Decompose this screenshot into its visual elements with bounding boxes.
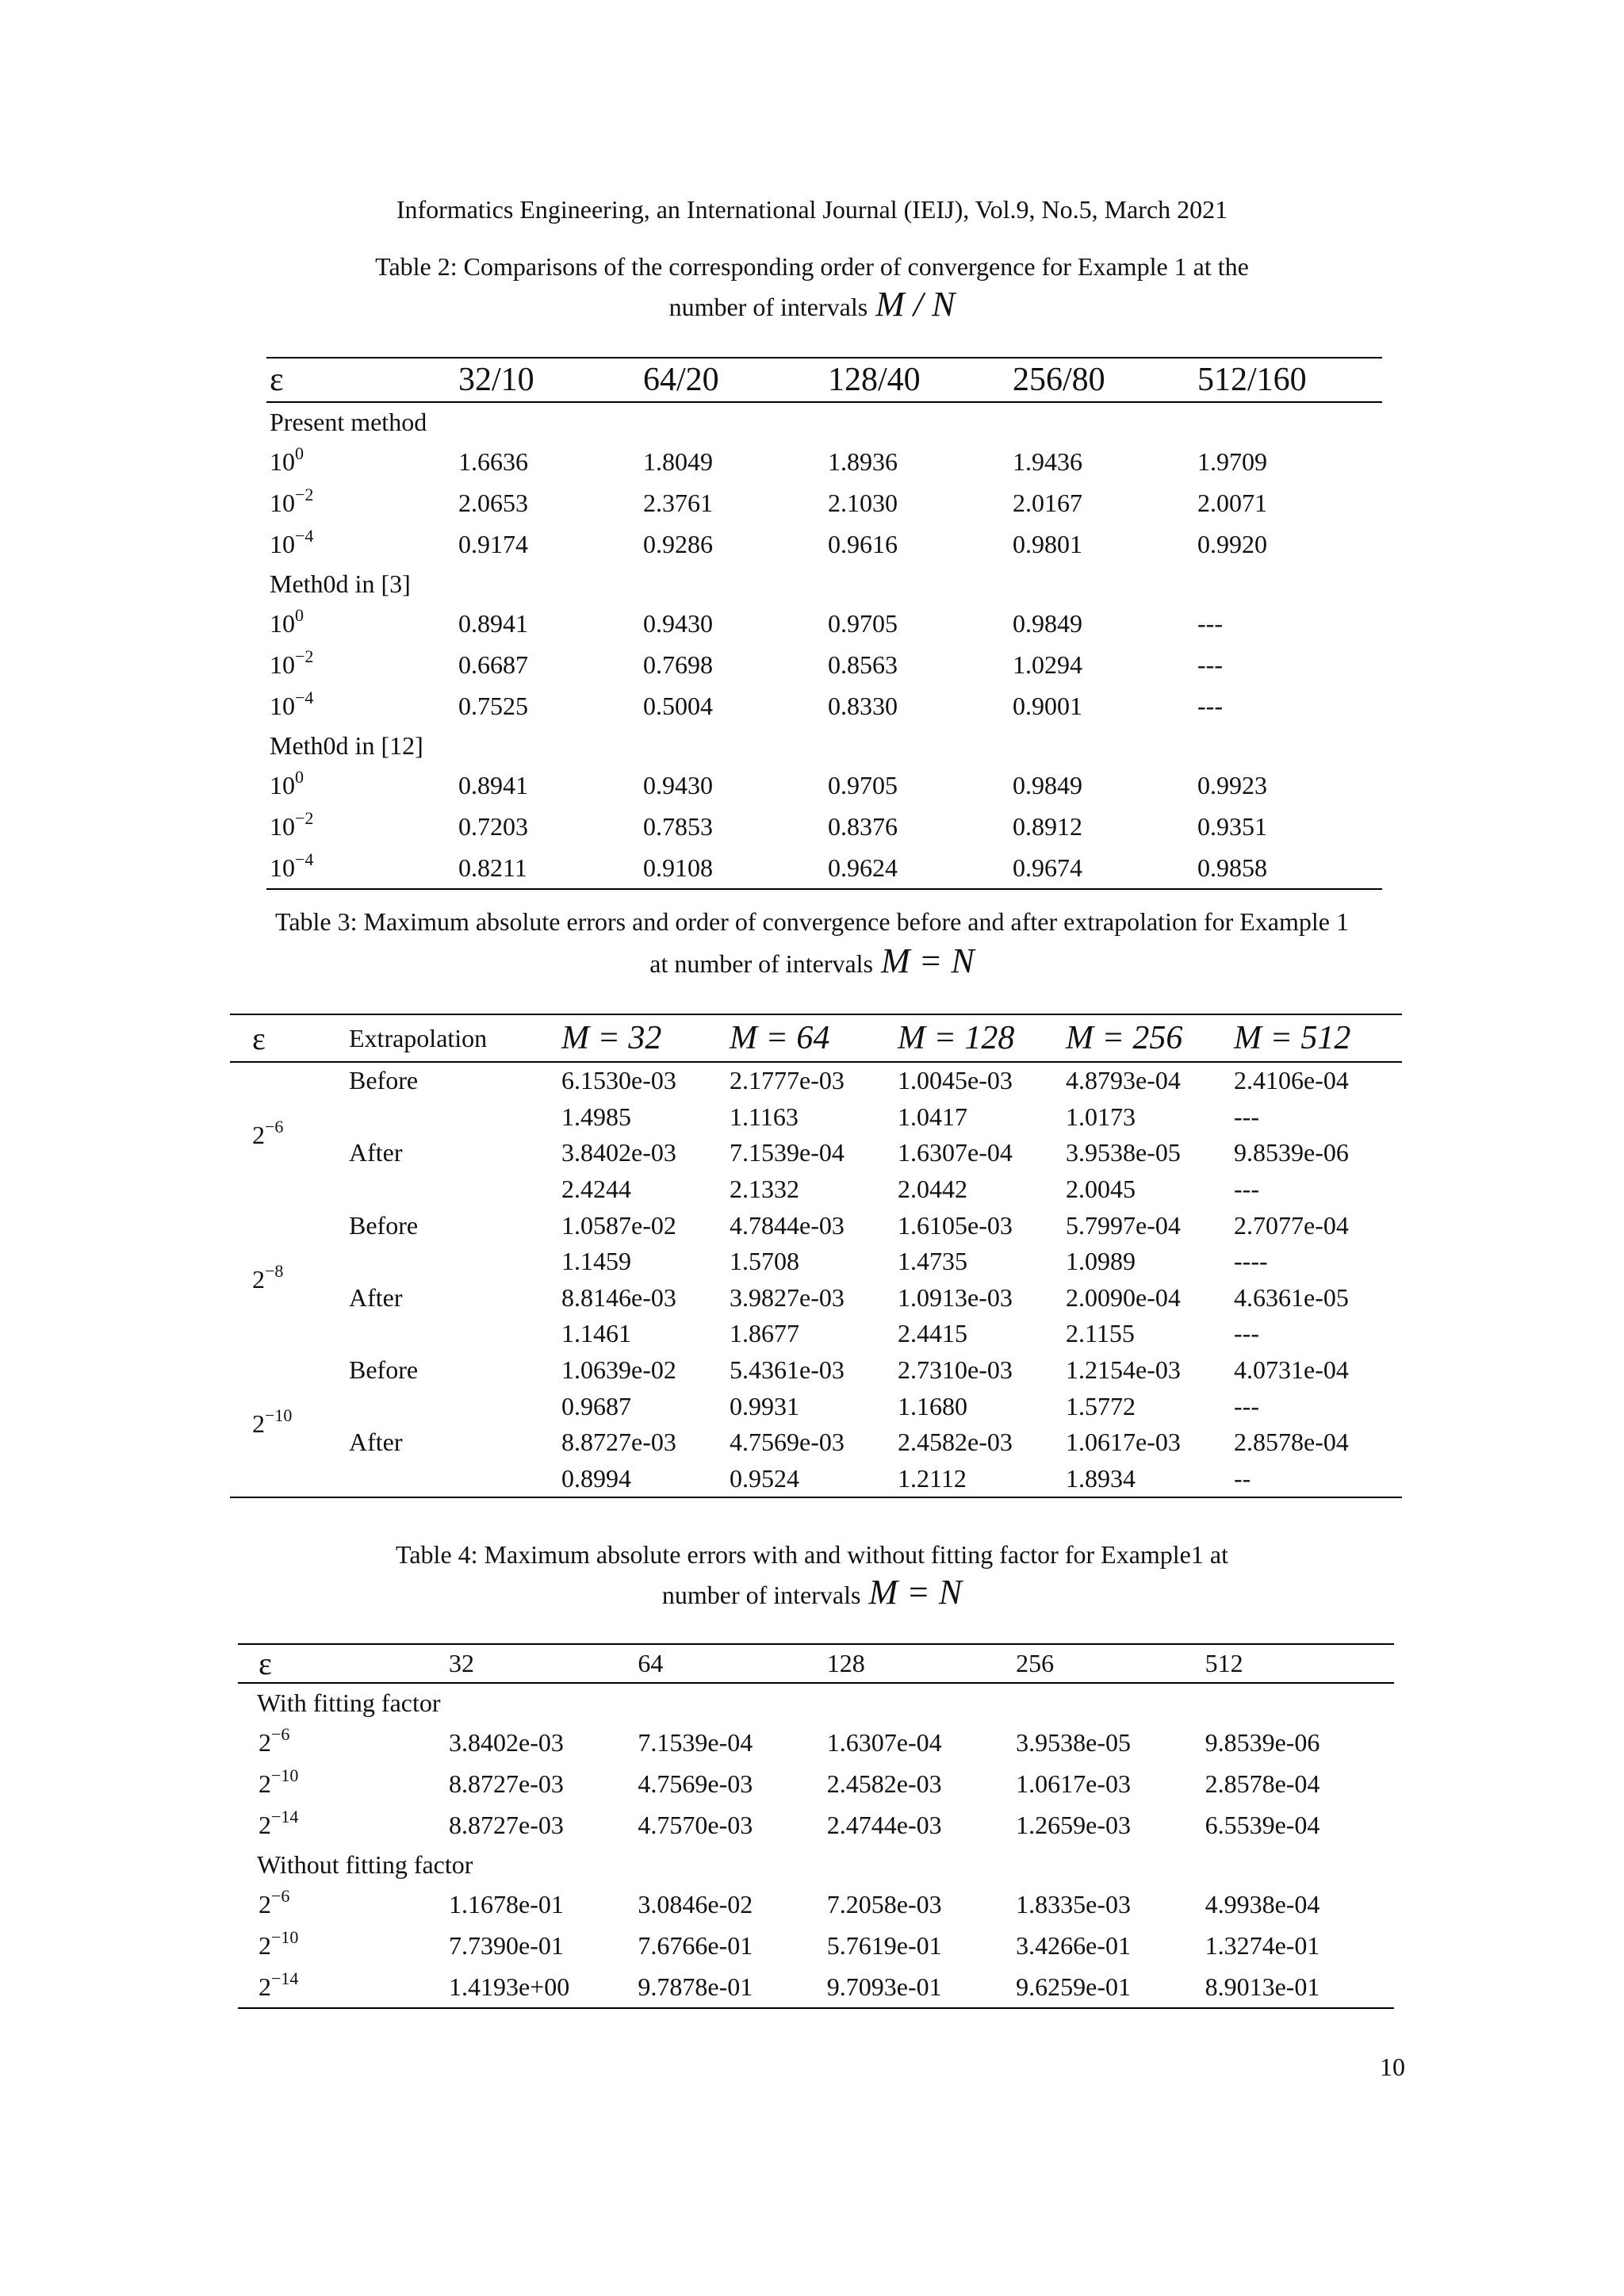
power-base: 2 (259, 1889, 271, 1918)
table2-cell: --- (1197, 691, 1223, 720)
table4-cell: 9.7093e-01 (826, 1972, 942, 2001)
table2-cell: 0.9286 (643, 529, 713, 558)
table2-cell: 2.3761 (643, 488, 713, 517)
table4-cell: 1.6307e-04 (826, 1727, 942, 1757)
table3-cell: 1.1459 (561, 1247, 631, 1276)
power-exponent: −6 (271, 1723, 290, 1744)
table2-cell: 0.8211 (458, 853, 527, 882)
table3-cell: --- (1234, 1175, 1259, 1204)
power-exponent: −6 (265, 1116, 284, 1137)
table3-cell: 6.1530e-03 (561, 1066, 676, 1095)
table3-cell: 1.8677 (730, 1319, 799, 1348)
table2-group-label: Meth0d in [3] (270, 569, 411, 598)
table4-cell: 8.8727e-03 (449, 1769, 564, 1798)
power-exponent: −4 (295, 849, 314, 869)
table3-epsilon-cell (230, 1352, 349, 1497)
table3-cell: 0.9524 (730, 1463, 799, 1493)
table3-row (230, 1207, 1402, 1244)
table2-cell: 0.7698 (643, 650, 713, 679)
table2-cell: 0.9923 (1197, 770, 1267, 799)
table4-cell: 1.4193e+00 (449, 1972, 570, 2001)
table2-cell: 0.9351 (1197, 811, 1267, 841)
table3-cell: 1.6105e-03 (898, 1210, 1013, 1240)
power-base: 10 (270, 811, 295, 841)
table4-cell: 3.9538e-05 (1016, 1727, 1132, 1757)
table2-group-label: Meth0d in [12] (270, 730, 423, 760)
table3-cell: 2.4106e-04 (1234, 1066, 1349, 1095)
table3-cell: 2.4582e-03 (898, 1428, 1013, 1457)
table4-row (238, 1966, 1394, 2008)
power-base: 10 (270, 853, 295, 882)
table3-cell: 1.0173 (1066, 1102, 1136, 1131)
table3-row (230, 1135, 1402, 1171)
table4-row (238, 1722, 1394, 1763)
table2-epsilon-cell (266, 685, 458, 726)
table3-row (230, 1280, 1402, 1317)
table2-cell: 0.7203 (458, 811, 528, 841)
table2-group-row (266, 726, 1382, 765)
table3-row (230, 1062, 1402, 1099)
table4-cell: 1.1678e-01 (449, 1889, 564, 1918)
table4-cell: 1.8335e-03 (1016, 1889, 1132, 1918)
table3-cell: 8.8727e-03 (561, 1428, 676, 1457)
table4-group-row (238, 1846, 1394, 1884)
table2 (266, 357, 1382, 890)
table2-cell: 0.9616 (828, 529, 898, 558)
table4-cell: 3.4266e-01 (1016, 1930, 1132, 1960)
table2-cell: 0.9624 (828, 853, 898, 882)
table3-header-cell: M = 512 (1234, 1014, 1402, 1062)
table4-header-cell: 512 (1205, 1644, 1394, 1683)
table2-epsilon-cell (266, 441, 458, 482)
table3-extrapolation-label: Before (349, 1355, 419, 1385)
table4-cell: 7.6766e-01 (638, 1930, 753, 1960)
table3-cell: 2.0045 (1066, 1175, 1136, 1204)
table4 (238, 1643, 1394, 2009)
table4-row (238, 1884, 1394, 1925)
table2-row (266, 523, 1382, 565)
table3-cell: 9.8539e-06 (1234, 1138, 1349, 1167)
running-header: Informatics Engineering, an International Journal (IEIJ), Vol.9, No.5, March 2021 (396, 195, 1228, 224)
table4-epsilon-cell (238, 1966, 449, 2008)
table2-row (266, 603, 1382, 644)
power-base: 10 (270, 529, 295, 558)
table3-cell: 2.1155 (1066, 1319, 1135, 1348)
table2-cell: --- (1197, 608, 1223, 638)
table3-cell: 1.0417 (898, 1102, 967, 1131)
power-base: 2 (259, 1727, 271, 1757)
table3-cell: 1.4985 (561, 1102, 631, 1131)
power-exponent: −4 (295, 525, 314, 546)
table3-row (230, 1099, 1402, 1136)
power-exponent: −10 (271, 1926, 299, 1947)
table3-extrapolation-label (349, 1461, 561, 1498)
table3-cell: 4.8793e-04 (1066, 1066, 1181, 1095)
table3-extrapolation-label (349, 1244, 561, 1280)
table3-cell: 0.9931 (730, 1391, 799, 1420)
table4-cell: 4.7569e-03 (638, 1769, 753, 1798)
table2-cell: 0.9108 (643, 853, 713, 882)
table2-row (266, 644, 1382, 685)
table2-cell: 1.0294 (1013, 650, 1082, 679)
table3-cell: ---- (1234, 1247, 1268, 1276)
table3-extrapolation-label (349, 1388, 561, 1424)
table2-group-row (266, 402, 1382, 441)
table3-row (230, 1388, 1402, 1424)
power-exponent: −2 (295, 646, 314, 666)
table2-cell: 0.9858 (1197, 853, 1267, 882)
table3-cell: 4.7569e-03 (730, 1428, 845, 1457)
table2-epsilon-cell (266, 847, 458, 889)
table3-caption-line2 (0, 939, 1624, 986)
table2-cell: 0.8941 (458, 770, 528, 799)
table3-cell: 1.5708 (730, 1247, 799, 1276)
table3-cell: 7.1539e-04 (730, 1138, 845, 1167)
table4-row (238, 1804, 1394, 1846)
power-exponent: −8 (265, 1261, 284, 1282)
table3-cell: 8.8146e-03 (561, 1282, 676, 1312)
table3-cell: 0.8994 (561, 1463, 631, 1493)
table3-cell: 1.0639e-02 (561, 1355, 676, 1385)
table2-cell: 0.8376 (828, 811, 898, 841)
table3-cell: 2.7310e-03 (898, 1355, 1013, 1385)
table4-cell: 9.8539e-06 (1205, 1727, 1320, 1757)
table2-row (266, 765, 1382, 806)
table2-row (266, 685, 1382, 726)
table2-header-cell: 64/20 (643, 358, 828, 402)
power-exponent: −14 (271, 1806, 299, 1826)
table4-caption-line1: Table 4: Maximum absolute errors with and without fitting factor for Example1 at (396, 1540, 1228, 1569)
table3-epsilon-cell (230, 1062, 349, 1207)
table4-epsilon-cell (238, 1925, 449, 1966)
table3-cell: 3.8402e-03 (561, 1138, 676, 1167)
power-base: 2 (259, 1810, 271, 1839)
table2-body (266, 402, 1382, 889)
table2-cell: 1.6636 (458, 447, 528, 476)
table3-row (230, 1352, 1402, 1389)
table4-cell: 2.4744e-03 (826, 1810, 942, 1839)
power-base: 10 (270, 650, 295, 679)
power-base: 2 (252, 1409, 265, 1439)
table2-row (266, 806, 1382, 847)
table3-cell: 3.9827e-03 (730, 1282, 845, 1312)
table3-cell: 1.6307e-04 (898, 1138, 1013, 1167)
table3-cell: 2.0090e-04 (1066, 1282, 1181, 1312)
table2-header-row (266, 358, 1382, 402)
table2-cell: 0.9674 (1013, 853, 1082, 882)
table4-cell: 8.8727e-03 (449, 1810, 564, 1839)
table3-cell: 1.1461 (561, 1319, 631, 1348)
table2-group-label: Present method (270, 407, 427, 436)
table3-caption-math: M = N (880, 941, 975, 980)
table2-caption-math: M / N (875, 285, 956, 324)
power-exponent: 0 (295, 443, 304, 463)
table3-header-row (230, 1014, 1402, 1062)
table3-cell: 1.0045e-03 (898, 1066, 1013, 1095)
power-base: 10 (270, 608, 295, 638)
power-exponent: −4 (295, 687, 314, 707)
table3-extrapolation-label: Before (349, 1210, 419, 1240)
table2-epsilon-cell (266, 603, 458, 644)
table4-cell: 9.7878e-01 (638, 1972, 753, 2001)
table2-header-cell: 128/40 (828, 358, 1013, 402)
table3-row (230, 1424, 1402, 1461)
table2-header-cell: ε (266, 358, 458, 402)
table2-epsilon-cell (266, 765, 458, 806)
table2-cell: 0.9849 (1013, 608, 1082, 638)
table2-epsilon-cell (266, 482, 458, 523)
table3-row (230, 1244, 1402, 1280)
table4-cell: 6.5539e-04 (1205, 1810, 1320, 1839)
table3-cell: 2.1332 (730, 1175, 799, 1204)
table2-cell: 0.8563 (828, 650, 898, 679)
table2-cell: 0.7525 (458, 691, 528, 720)
power-exponent: −10 (265, 1405, 293, 1426)
power-base: 2 (252, 1265, 265, 1294)
table3-cell: --- (1234, 1102, 1259, 1131)
table2-cell: 2.1030 (828, 488, 898, 517)
table4-header-cell: 64 (638, 1644, 826, 1683)
table2-cell: 0.9174 (458, 529, 528, 558)
table2-caption-line1: Table 2: Comparisons of the corresponding order of convergence for Example 1 at the (375, 252, 1249, 281)
power-base: 2 (259, 1930, 271, 1960)
table4-body (238, 1683, 1394, 2008)
table2-cell: 0.8912 (1013, 811, 1082, 841)
table3-cell: 1.0989 (1066, 1247, 1136, 1276)
table3-cell: 1.0587e-02 (561, 1210, 676, 1240)
table3-cell: 2.0442 (898, 1175, 967, 1204)
power-exponent: 0 (295, 766, 304, 787)
table3-extrapolation-label (349, 1316, 561, 1352)
power-base: 10 (270, 691, 295, 720)
table3-header-cell: M = 32 (561, 1014, 730, 1062)
table2-cell: --- (1197, 650, 1223, 679)
table3-cell: 1.4735 (898, 1247, 967, 1276)
table3-cell: 2.7077e-04 (1234, 1210, 1349, 1240)
table3-header-cell: ε (230, 1014, 349, 1062)
table2-cell: 1.9436 (1013, 447, 1082, 476)
table3-cell: 1.1680 (898, 1391, 967, 1420)
table2-row (266, 441, 1382, 482)
table3-cell: -- (1234, 1463, 1251, 1493)
table4-cell: 2.8578e-04 (1205, 1769, 1320, 1798)
table2-cell: 1.8936 (828, 447, 898, 476)
power-base: 10 (270, 770, 295, 799)
table2-epsilon-cell (266, 523, 458, 565)
table2-row (266, 482, 1382, 523)
page-number: 10 (1380, 2053, 1405, 2081)
table3-cell: 4.7844e-03 (730, 1210, 845, 1240)
table2-cell: 0.8330 (828, 691, 898, 720)
table2-cell: 0.7853 (643, 811, 713, 841)
power-base: 10 (270, 488, 295, 517)
power-base: 10 (270, 447, 295, 476)
table2-header-cell: 32/10 (458, 358, 643, 402)
table4-cell: 7.2058e-03 (826, 1889, 942, 1918)
table3-cell: 1.0617e-03 (1066, 1428, 1181, 1457)
table3-cell: 2.4244 (561, 1175, 631, 1204)
table3-cell: 4.0731e-04 (1234, 1355, 1349, 1385)
table2-cell: 0.9705 (828, 770, 898, 799)
table4-cell: 1.2659e-03 (1016, 1810, 1132, 1839)
table3-row (230, 1316, 1402, 1352)
table2-header-cell: 256/80 (1013, 358, 1197, 402)
table2-epsilon-cell (266, 806, 458, 847)
power-base: 2 (259, 1972, 271, 2001)
table4-cell: 5.7619e-01 (826, 1930, 942, 1960)
table2-cell: 0.9430 (643, 770, 713, 799)
power-exponent: −14 (271, 1968, 299, 1988)
power-exponent: −10 (271, 1765, 299, 1785)
table2-epsilon-cell (266, 644, 458, 685)
table2-caption-text: number of intervals (668, 293, 868, 321)
table4-group-row (238, 1683, 1394, 1722)
table2-cell: 0.5004 (643, 691, 713, 720)
table4-epsilon-cell (238, 1804, 449, 1846)
table4-header-cell: 128 (827, 1644, 1016, 1683)
table2-cell: 0.9801 (1013, 529, 1082, 558)
table3-extrapolation-label: After (349, 1428, 403, 1457)
table4-caption-text: number of intervals (661, 1581, 861, 1609)
table4-caption-math: M = N (868, 1573, 963, 1612)
table3-cell: 0.9687 (561, 1391, 631, 1420)
table2-group-row (266, 565, 1382, 603)
power-base: 2 (259, 1769, 271, 1798)
table2-cell: 0.9920 (1197, 529, 1267, 558)
table4-cell: 1.3274e-01 (1205, 1930, 1320, 1960)
table3-cell: 1.5772 (1066, 1391, 1136, 1420)
table3-caption-text: at number of intervals (649, 949, 873, 978)
power-exponent: 0 (295, 604, 304, 625)
table4-cell: 1.0617e-03 (1016, 1769, 1132, 1798)
table4-cell: 4.9938e-04 (1205, 1889, 1320, 1918)
power-exponent: −2 (295, 484, 314, 504)
table2-cell: 0.6687 (458, 650, 528, 679)
table3-cell: 1.0913e-03 (898, 1282, 1013, 1312)
table3-cell: 5.4361e-03 (730, 1355, 845, 1385)
table3-cell: 1.8934 (1066, 1463, 1136, 1493)
table4-cell: 3.0846e-02 (638, 1889, 753, 1918)
table2-row (266, 847, 1382, 889)
table4-epsilon-cell (238, 1722, 449, 1763)
table3-row (230, 1171, 1402, 1208)
table3-row (230, 1461, 1402, 1498)
table3-cell: --- (1234, 1319, 1259, 1348)
table4-epsilon-cell (238, 1763, 449, 1804)
table4-cell: 8.9013e-01 (1205, 1972, 1320, 2001)
table2-cell: 2.0653 (458, 488, 528, 517)
table2-cell: 1.9709 (1197, 447, 1267, 476)
table2-cell: 0.9001 (1013, 691, 1082, 720)
table2-cell: 0.8941 (458, 608, 528, 638)
table4-header-cell: ε (238, 1644, 449, 1683)
table4-row (238, 1763, 1394, 1804)
power-base: 2 (252, 1120, 265, 1149)
table4-row (238, 1925, 1394, 1966)
power-exponent: −6 (271, 1885, 290, 1906)
table3-cell: 1.2112 (898, 1463, 967, 1493)
table2-header-cell: 512/160 (1197, 358, 1382, 402)
table2-cell: 1.8049 (643, 447, 713, 476)
table2-cell: 2.0167 (1013, 488, 1082, 517)
table3-body (230, 1062, 1402, 1497)
table4-cell: 7.1539e-04 (638, 1727, 753, 1757)
table2-cell: 0.9430 (643, 608, 713, 638)
table3-extrapolation-label: After (349, 1138, 403, 1167)
table4-cell: 2.4582e-03 (826, 1769, 942, 1798)
table3-cell: 5.7997e-04 (1066, 1210, 1181, 1240)
table4-cell: 3.8402e-03 (449, 1727, 564, 1757)
table3-cell: 2.1777e-03 (730, 1066, 845, 1095)
table3-caption-line1: Table 3: Maximum absolute errors and order of convergence before and after extrapolation for Example 1 (275, 907, 1349, 936)
table3-cell: --- (1234, 1391, 1259, 1420)
table3-cell: 3.9538e-05 (1066, 1138, 1181, 1167)
table4-header-row (238, 1644, 1394, 1683)
table4-group-label: Without fitting factor (257, 1849, 473, 1879)
table2-cell: 2.0071 (1197, 488, 1267, 517)
table3-cell: 4.6361e-05 (1234, 1282, 1349, 1312)
table3-header-cell: Extrapolation (349, 1014, 561, 1062)
table3-cell: 2.4415 (898, 1319, 967, 1348)
power-exponent: −2 (295, 807, 314, 828)
table2-cell: 0.9849 (1013, 770, 1082, 799)
table2-caption-line2 (0, 282, 1624, 329)
table3-header-cell: M = 128 (898, 1014, 1066, 1062)
table4-cell: 9.6259e-01 (1016, 1972, 1132, 2001)
table2-cell: 0.9705 (828, 608, 898, 638)
table4-header-cell: 32 (449, 1644, 638, 1683)
table3-cell: 1.2154e-03 (1066, 1355, 1181, 1385)
table3 (230, 1014, 1402, 1498)
table3-cell: 2.8578e-04 (1234, 1428, 1349, 1457)
table3-header-cell: M = 256 (1066, 1014, 1234, 1062)
table3-extrapolation-label: After (349, 1282, 403, 1312)
table4-group-label: With fitting factor (257, 1688, 441, 1717)
table4-header-cell: 256 (1016, 1644, 1205, 1683)
table4-epsilon-cell (238, 1884, 449, 1925)
table3-cell: 1.1163 (730, 1102, 799, 1131)
table3-epsilon-cell (230, 1207, 349, 1351)
table4-cell: 7.7390e-01 (449, 1930, 564, 1960)
table4-caption-line2 (0, 1570, 1624, 1617)
table3-extrapolation-label: Before (349, 1066, 419, 1095)
table3-header-cell: M = 64 (730, 1014, 898, 1062)
table3-extrapolation-label (349, 1099, 561, 1136)
table3-extrapolation-label (349, 1171, 561, 1208)
table4-cell: 4.7570e-03 (638, 1810, 753, 1839)
